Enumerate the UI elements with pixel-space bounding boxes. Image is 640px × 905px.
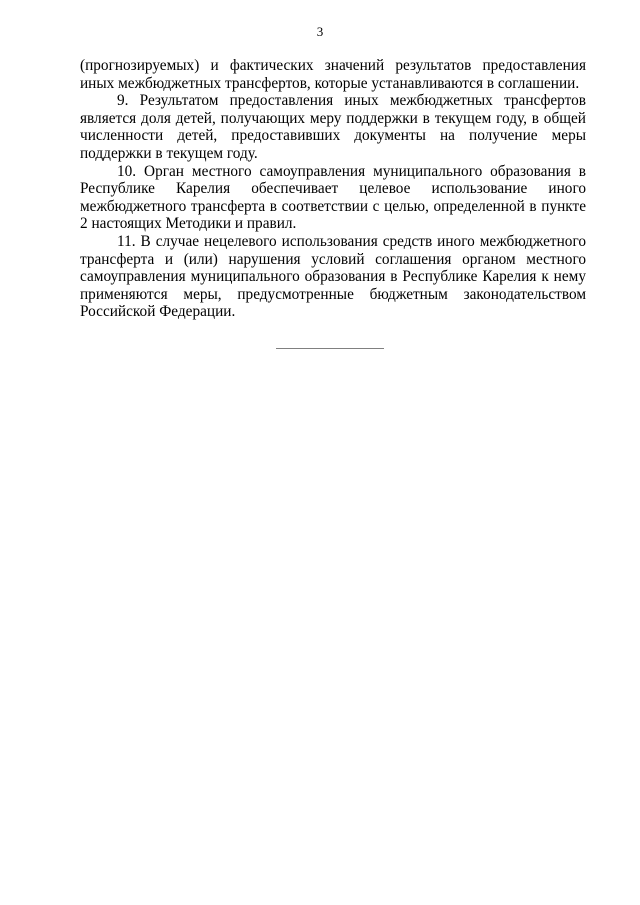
paragraph-item-9: 9. Результатом предоставления иных межбюджетных трансфертов является доля детей, получающих меру поддержки в текущем году, в общей численности детей, предоставивших документы на получение меры поддержки в текущем году. <box>80 92 586 162</box>
paragraph-item-11: 11. В случае нецелевого использования средств иного межбюджетного трансферта и (или) нарушения условий соглашения органом местного самоуправления муниципального образования в Республике Карелия к нему применяются меры, предусмотренные бюджетным законодательством Российской Федерации. <box>80 232 586 321</box>
end-divider-line <box>276 348 384 349</box>
page-number: 3 <box>316 24 324 39</box>
paragraph-continuation: (прогнозируемых) и фактических значений результатов предоставления иных межбюджетных трансфертов, которые устанавливаются в соглашении. <box>80 57 586 92</box>
document-body <box>80 57 586 321</box>
paragraph-item-10: 10. Орган местного самоуправления муниципального образования в Республике Карелия обеспечивает целевое использование иного межбюджетного трансферта в соответствии с целью, определенной в пункте 2 настоящих Методики и правил. <box>80 162 586 233</box>
